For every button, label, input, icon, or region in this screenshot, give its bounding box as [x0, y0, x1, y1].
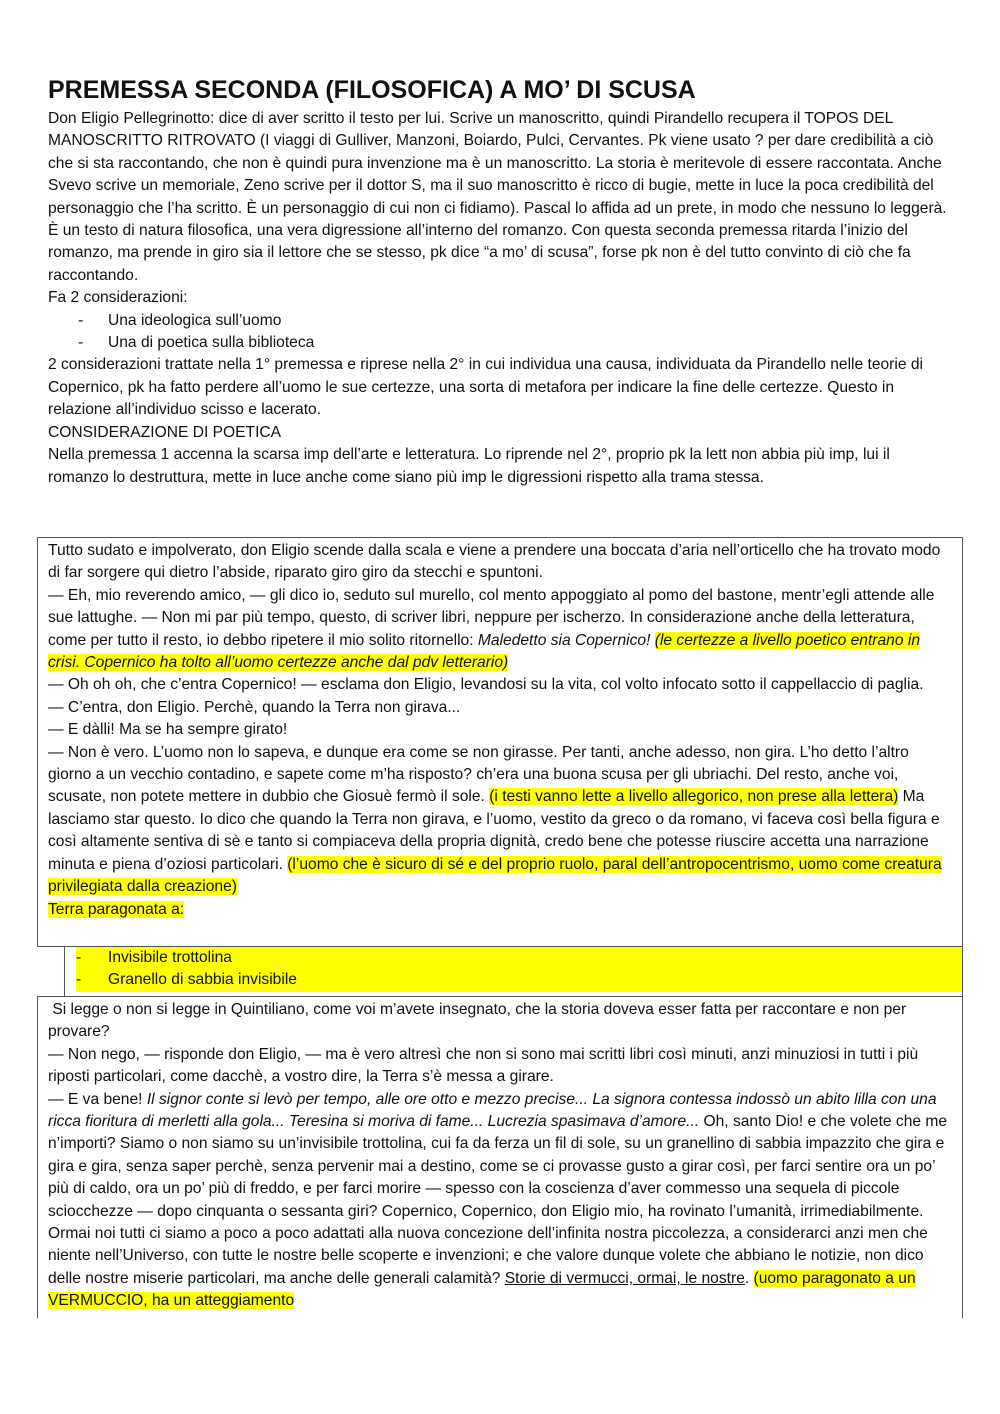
text-run: Ma lasciamo star questo. Io dico che quando la Terra non girava, e l’uomo, vestito da greco o da romano, vi faceva così bella figura e così altamente sentiva di sè e tanto si compiaceva della propria dignità, credo bene che potesse riuscire accetta una narrazione minuta e piena d’oziosi particolari. — [48, 788, 940, 873]
list-item — [76, 947, 962, 969]
highlighted-label: Terra paragonata a: — [48, 900, 185, 918]
quote-paragraph — [48, 1089, 952, 1313]
highlighted-note: (uomo paragonato a un VERMUCCIO, ha un atteggiamento — [48, 1269, 916, 1310]
quote-paragraph: Si legge o non si legge in Quintiliano, come voi m’avete insegnato, che la storia doveva esser fatta per raccontare e non per provare? — [48, 1001, 911, 1041]
text-run: — Non è vero. L’uomo non lo sapeva, e dunque era come se non girasse. Per tanti, anche adesso, non gira. L’ho detto l’altro giorno a un vecchio contadino, e sapete come m’ha risposto? ch’era una buona scusa per gli ubriachi. Del resto, anche voi, scusate, non potete mettere in dubbio che Giosuè fermò il sole. — [48, 743, 909, 806]
text-run: . — [744, 1269, 754, 1287]
list-item-text: Granello di sabbia invisibile — [108, 971, 297, 989]
highlighted-note: (le certezze a livello poetico entrano in crisi. Copernico ha tolto all’uomo certezze anche dal pdv letterario) — [48, 631, 920, 672]
quote-paragraph: — E dàlli! Ma se ha sempre girato! — [48, 721, 288, 739]
intro-section — [48, 74, 948, 489]
text-run: — Eh, mio reverendo amico, — gli dico io, seduto sul murello, col mento appoggiato al pomo del bastone, mentr’egli attende alle sue lattughe. — Non mi par più tempo, questo, di scriver libri, neppure per ischerzo. In considerazione anche della letteratura, come per tutto il resto, io debbo ripetere il mio solito ritornello: — [48, 586, 935, 649]
quote-paragraph: — Non nego, — risponde don Eligio, — ma è vero altresì che non si sono mai scritti libri così minuti, anzi minuziosi in tutti i più riposti particolari, come dacchè, a vostro dire, la Terra s’è messa a girare. — [48, 1045, 919, 1086]
list-item-text: Invisibile trottolina — [108, 949, 232, 966]
quote-box-1 — [37, 537, 963, 947]
list-item — [76, 969, 962, 991]
quote-paragraph: — Oh oh oh, che c’entra Copernico! — esclama don Eligio, levandosi su la vita, col volto infocato sotto il cappellaccio di paglia. — [48, 676, 924, 694]
highlighted-note: (i testi vanno lette a livello allegorico, non prese alla lettera) — [489, 788, 899, 806]
earth-comparison-box — [64, 947, 963, 996]
quote-paragraph: Tutto sudato e impolverato, don Eligio scende dalla scala e viene a prendere una boccata d’aria nell’orticello che ha trovato modo di far sorgere qui dietro l’abside, riparato giro giro da stecchi e spuntoni. — [48, 542, 941, 582]
intro-paragraph: 2 considerazioni trattate nella 1° premessa e riprese nella 2° in cui individua una causa, individuata da Pirandello nelle teorie di Copernico, pk ha fatto perdere all’uomo le sue certezze, una sorta di metafora per indicare la fine delle certezze. Questo in relazione all’individuo scisso e lacerato. — [48, 356, 923, 419]
page-title: PREMESSA SECONDA (FILOSOFICA) A MO’ DI SCUSA — [48, 76, 696, 104]
considerations-list — [48, 310, 948, 355]
quote-paragraph — [48, 899, 952, 921]
highlighted-note: (l’uomo che è sicuro di sé e del proprio ruolo, paral dell’antropocentrismo, uomo come creatura privilegiata dalla creazione) — [48, 855, 942, 896]
quote-paragraph — [48, 585, 952, 675]
italic-text: Maledetto sia Copernico! — [477, 631, 651, 649]
quote-paragraph: — C’entra, don Eligio. Perchè, quando la Terra non girava... — [48, 698, 461, 716]
italic-text: Il signor conte si levò per tempo, alle ore otto e mezzo precise... La signora contessa indossò un abito lilla con una ricca fioritura di merletti alla gola... Teresina si moriva di fame... Lucrezia spasimava d’amore... — [48, 1090, 937, 1131]
quote-paragraph — [48, 742, 952, 899]
intro-paragraph: Nella premessa 1 accenna la scarsa imp dell’arte e letteratura. Lo riprende nel 2°, proprio pk la lett non abbia più imp, lui il romanzo lo destruttura, mette in luce anche come siano più imp le digressioni rispetto alla trama stessa. — [48, 446, 890, 486]
intro-paragraph: Fa 2 considerazioni: — [48, 289, 188, 307]
section-heading: CONSIDERAZIONE DI POETICA — [48, 423, 282, 441]
quote-box-2 — [37, 996, 963, 1318]
text-run: Oh, santo Dio! e che volete che me n’importi? Siamo o non siamo su un’invisibile trottolina, cui fa da ferza un fil di sole, su un granellino di sabbia impazzito che gira e gira e gira, senza saper perchè, senza pervenir mai a destino, come se ci provasse gusto a girar così, per farci sentire ora un po’ più di caldo, ora un po’ più di freddo, e per farci morire — spesso con la coscienza d’aver commesso una sequela di piccole sciocchezze — dopo cinquanta o sessanta giri? Copernico, Copernico, don Eligio mio, ha rovinato l’umanità, irrimediabilmente. Ormai noi tutti ci siamo a poco a poco adattati alla nuova concezione dell’infinita nostra piccolezza, a considerarci anzi men che niente nell’Universo, con tutte le nostre belle scoperte e invenzioni; e che valore dunque volete che abbiano le notizie, non dico delle nostre miserie particolari, ma anche delle generali calamità? — [48, 1113, 948, 1287]
list-item: - Una di poetica sulla biblioteca — [78, 332, 948, 354]
intro-paragraph: È un testo di natura filosofica, una vera digressione all’interno del romanzo. Con questa seconda premessa ritarda l’inizio del romanzo, ma prende in giro sia il lettore che se stesso, pk dice “a mo’ di scusa”, forse pk non è del tutto convinto di ciò che fa raccontando. — [48, 222, 911, 284]
underlined-text: Storie di vermucci, ormai, le nostre — [504, 1269, 745, 1287]
intro-paragraph: Don Eligio Pellegrinotto: dice di aver scritto il testo per lui. Scrive un manoscritto, quindi Pirandello recupera il TOPOS DEL MANOSCRITTO RITROVATO (I viaggi di Gulliver, Manzoni, Boiardo, Pulci, Cervantes. Pk viene usato ? per dare credibilità a ciò che si sta raccontando, che non è quindi pura invenzione ma è un manoscritto. La storia è meritevole di essere raccontata. Anche Svevo scrive un memoriale, Zeno scrive per il dottor S, ma il suo manoscritto è ricco di bugie, mette in luce la poca credibilità del personaggio che l’ha scritto. È un personaggio di cui non ci fidiamo). Pascal lo affida ad un prete, in modo che nessuno lo leggerà. — [48, 110, 947, 217]
text-run: — E va bene! — [48, 1090, 147, 1108]
list-item: - Una ideologica sull’uomo — [78, 310, 948, 332]
earth-comparison-list — [65, 947, 962, 992]
